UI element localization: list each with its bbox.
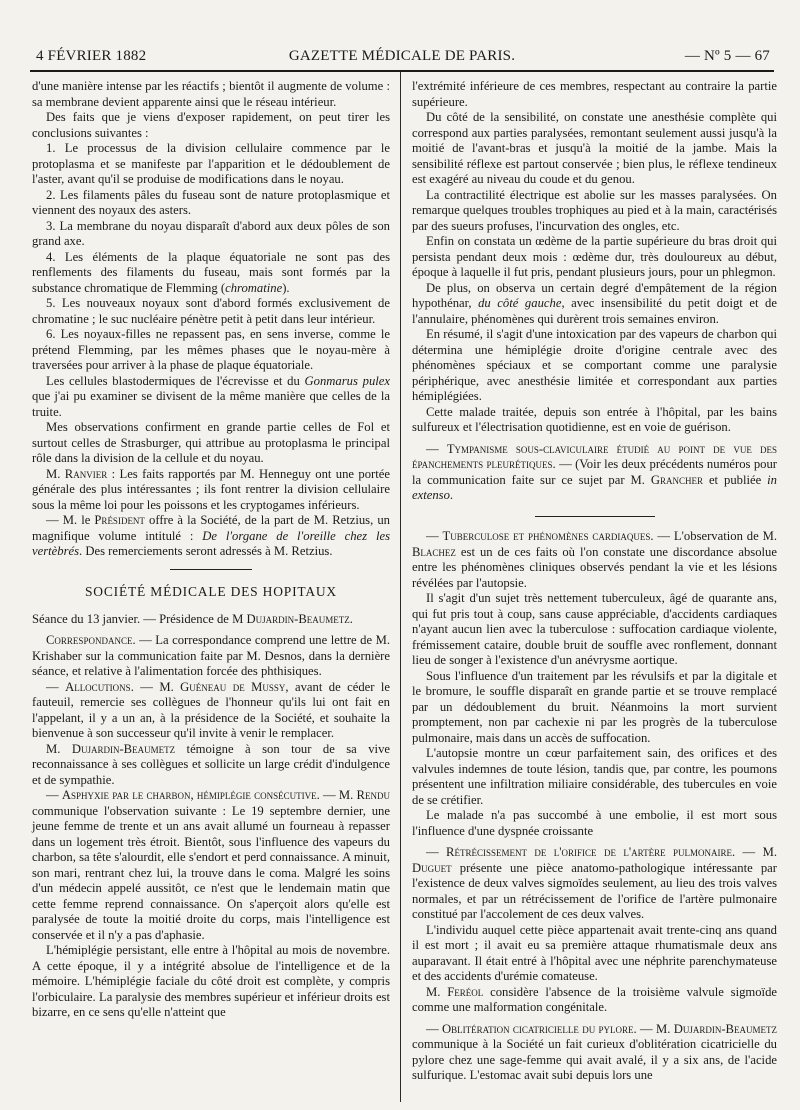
paragraph: De plus, on observa un certain degré d'empâtement de la région hypothénar, du côté gauche, avec insensibilité du petit doigt et de l'annulaire, phénomènes qui durèrent trois semaines environ. [412,280,777,326]
paragraph: L'individu auquel cette pièce appartenait avait trente-cinq ans quand il est mort ; il avait eu sa première attaque rhumatismale deux ans auparavant. Il était entré à l'hôpital avec une néphrite parenchymateuse et des accidents d'urémie comateuse. [412,922,777,983]
page-header [30,44,774,72]
paragraph: L'hémiplégie persistant, elle entre à l'hôpital au mois de novembre. A cette époque, il y a intégrité absolue de l'intelligence et de la mémoire. L'hémiplégie faciale du côté droit est complète, y compris l'orbiculaire. La paralysie des membres supérieur et inférieur droits est bizarre, en ce sens qu'elle n'atteint que [32,943,390,1019]
conclusion-2: 2. Les filaments pâles du fuseau sont de nature protoplasmique et viennent des noyaux des asters. [32,187,390,217]
paragraph: M. Feréol considère l'absence de la troisième valvule sigmoïde comme une malformation congénitale. [412,984,778,1014]
conclusion-5: 5. Les nouveaux noyaux sont d'abord formés exclusivement de chromatine ; le suc nucléaire pénètre petit à petit dans leur intérieur. [32,296,390,326]
conclusion-4: 4. Les éléments de la plaque équatoriale ne sont pas des renflements des filaments du fuseau, mais sont formés par la substance chromatique de Flemming (chromatine). [32,249,390,295]
paragraph: M. Ranvier : Les faits rapportés par M. Henneguy ont une portée générale des plus intéressantes ; ils font rentrer la division cellulaire sous la même loi pour les poissons et les cryptogames inférieurs. [32,466,391,512]
paragraph: — Tuberculose et phénomènes cardiaques. — L'observation de M. Blachez est un de ces faits où l'on constate une discordance absolue entre les phénomènes cliniques observés pendant la vie et les lésions révélées par l'autopsie. [412,529,777,590]
paragraph: — M. le Président offre à la Société, de la part de M. Retzius, un magnifique volume intitulé : De l'organe de l'oreille chez les vertèbrés. Des remerciements seront adressés à M. Retzius. [32,513,390,558]
session-line: Séance du 13 janvier. — Présidence de M Dujardin-Beaumetz. [32,611,353,626]
paragraph: — Tympanisme sous-claviculaire étudié au point de vue des épanchements pleurétiques. — (Voir les deux précédents numéros pour la communication faite sur ce sujet par M. Grancher et publiée in extenso. [412,441,778,502]
paragraph: Les cellules blastodermiques de l'écrevisse et du Gonmarus pulex que j'ai pu examiner se divisent de la même manière que celles de la truite. [32,373,390,419]
paragraph: Le malade n'a pas succombé à une embolie, il est mort sous l'influence d'une dyspnée croissante [412,808,777,838]
paragraph: Sous l'influence d'un traitement par les révulsifs et par la digitale et le bromure, le souffle disparaît en grande partie et se trouve remplacé par un dédoublement du bruit. Néanmoins la mort survient promptement, non par cachexie ni par les progrès de la tuberculose pulmonaire, mais dans un accès de suffocation. [412,668,777,745]
section-rule [170,569,252,571]
conclusion-1: 1. Le processus de la division cellulaire commence par le protoplasma et se manifeste par l'apparition et le dédoublement de l'aster, avant qu'il se produise de modifications dans le noyau. [32,141,390,186]
paragraph: l'extrémité inférieure de ces membres, respectant au contraire la partie supérieure. [412,79,777,109]
section-rule [535,516,655,518]
paragraph: L'autopsie montre un cœur parfaitement sain, des orifices et des valvules indemnes de toute lésion, tandis que, par contre, les poumons présentent une infiltration miliaire considérable, des tubercules en voie de se crétifier. [412,746,777,807]
paragraph: — Asphyxie par le charbon, hémiplégie consécutive. — M. Rendu communique l'observation suivante : Le 19 septembre dernier, une jeune femme de trente et un ans avait allumé un fourneau à repasser dans un logement très étroit. Bientôt, sous l'influence des vapeurs du charbon, sa tête s'alourdit, elle s'endort et perd connaissance. A minuit, son mari, rentrant chez lui, la trouve dans le coma. Malgré les soins d'un médecin appelé aussitôt, ce n'est que le lendemain matin que cette femme reprend connaissance. On s'aperçoit alors qu'elle est paralysée de toute la moitié droite du corps, mais l'intelligence est conservée et il n'y a pas d'aphasie. [32,788,390,942]
paragraph: Mes observations confirment en grande partie celles de Fol et surtout celles de Strasburger, qui attribue au protoplasma le principal rôle dans la division de la cellule et du noyau. [32,420,390,465]
paragraph: Des faits que je viens d'exposer rapidement, on peut tirer les conclusions suivantes : [32,110,390,140]
paragraph: — Allocutions. — M. Guéneau de Mussy, avant de céder le fauteuil, remercie ses collègues de l'honneur qu'ils lui ont fait en l'appelant, il y a un an, à la présidence de la Société, et souhaite la bienvenue à son successeur qu'il invite à venir le remplacer. [32,679,390,740]
conclusion-6: 6. Les noyaux-filles ne repassent pas, en sens inverse, comme le prétend Flemming, par les mêmes phases que le noyau-mère à traversées pour arriver à la phase de plaque équatoriale. [32,327,390,372]
paragraph: d'une manière intense par les réactifs ; bientôt il augmente de volume : sa membrane devient apparente ainsi que le réseau intérieur. [32,79,390,109]
paragraph: Il s'agit d'un sujet très nettement tuberculeux, âgé de quarante ans, qui fut pris tout à coup, sans cause appréciable, d'accidents cardiaques n'ayant aucun lien avec la tuberculose : suffocation cardiaque violente, frémissement cataire, double bruit de souffle avec ronflement, donnant lieu de songer à l'existence d'un anévrysme aortique. [412,591,777,667]
paragraph: La contractilité électrique est abolie sur les masses paralysées. On remarque quelques troubles trophiques au pied et à la main, caractérisés par des sueurs profuses, l'incurvation des ongles, etc. [412,187,777,233]
paragraph: — Oblitération cicatricielle du pylore. — M. Dujardin-Beaumetz communique à la Société un fait curieux d'oblitération cicatricielle du pylore chez une sage-femme qui avait avalé, il y a six ans, de l'acide sulfurique. L'estomac avait subi depuis lors une [412,1021,777,1082]
section-title: SOCIÉTÉ MÉDICALE DES HOPITAUX [85,584,337,599]
conclusion-3: 3. La membrane du noyau disparaît d'abord aux deux pôles de son grand axe. [32,218,390,248]
issue-date: 4 FÉVRIER 1882 [36,48,147,64]
paragraph: En résumé, il s'agit d'une intoxication par des vapeurs de charbon qui détermina une hémiplégie droite d'origine centrale avec des phénomènes spéciaux et se comportant comme une paralysie périphérique, avec anesthésie limitée et correspondant aux parties hémiplégiées. [412,327,777,403]
left-column [32,79,390,1021]
column-divider [400,72,401,1102]
issue-page-number: — Nº 5 — 67 [684,48,770,64]
paragraph: Correspondance. — La correspondance comprend une lettre de M. Krishaber sur la communication faite par M. Desnos, dans la dernière séance, et relative à l'alimentation forcée des phthisiques. [32,633,390,678]
paragraph: M. Dujardin-Beaumetz témoigne à son tour de sa vive reconnaissance à ses collègues et sollicite un large crédit d'indulgence et de sympathie. [32,741,390,787]
paragraph: Du côté de la sensibilité, on constate une anesthésie complète qui correspond aux parties paralysées, remontant seulement aussi jusqu'à la moitié de l'avant-bras et jusqu'à la moitié de la jambe. Mais la sensibilité réflexe est partout conservée ; bien plus, le réflexe tendineux est exagéré au niveau du coude et du genou. [412,110,777,186]
journal-title: GAZETTE MÉDICALE DE PARIS. [288,48,516,64]
right-column [412,79,777,1084]
paragraph: Cette malade traitée, depuis son entrée à l'hôpital, par les bains sulfureux et l'électrisation quotidienne, est en voie de guérison. [412,404,777,434]
paragraph: Enfin on constata un œdème de la partie supérieure du bras droit qui persista pendant deux mois : œdème dur, très douloureux au début, époque à laquelle il fut pris, pendant plusieurs jours, pour un phlegmon. [412,234,777,279]
paragraph: — Rétrécissement de l'orifice de l'artère pulmonaire. — M. Duguet présente une pièce anatomo-pathologique intéressante par l'existence de deux valves sigmoïdes seulement, au lieu des trois valves normales, et par un rétrécissement de l'orifice de l'artère pulmonaire constitué par l'accolement de ces deux valves. [412,845,777,921]
